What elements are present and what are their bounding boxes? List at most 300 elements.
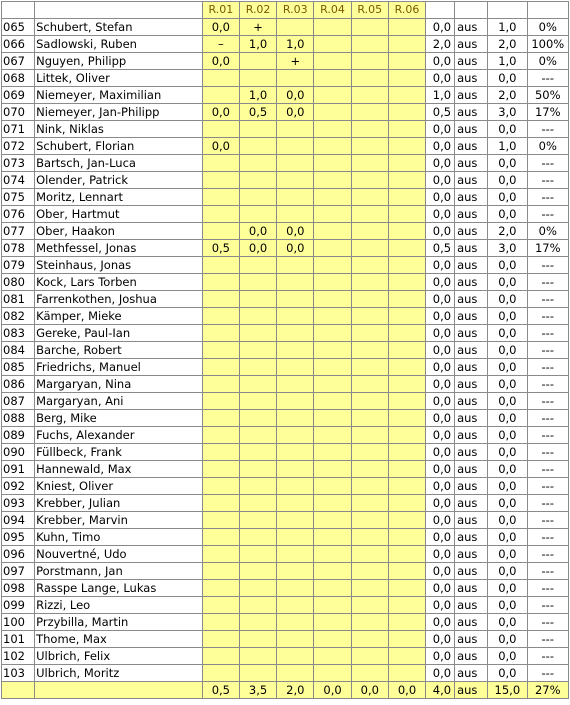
player-total: 0,0	[426, 155, 455, 172]
header-round-r05: R.05	[351, 2, 388, 19]
table-row	[2, 274, 569, 291]
player-status: aus	[455, 580, 488, 597]
round-score-cell	[239, 478, 276, 495]
player-total: 0,0	[426, 376, 455, 393]
round-score-cell: 0,0	[277, 223, 314, 240]
round-score-cell	[202, 206, 239, 223]
header-round-r01: R.01	[202, 2, 239, 19]
player-name: Niemeyer, Maximilian	[35, 87, 203, 104]
round-score-cell	[277, 138, 314, 155]
player-total: 0,0	[426, 291, 455, 308]
round-score-cell: 0,0	[239, 240, 276, 257]
player-percent: 0%	[527, 53, 568, 70]
player-percent: ---	[527, 444, 568, 461]
round-score-cell: 0,0	[277, 240, 314, 257]
player-number: 100	[2, 614, 35, 631]
player-points: 0,0	[488, 495, 527, 512]
round-score-cell	[351, 376, 388, 393]
player-percent: ---	[527, 580, 568, 597]
round-score-cell	[351, 206, 388, 223]
player-percent: ---	[527, 546, 568, 563]
player-percent: ---	[527, 257, 568, 274]
player-number: 074	[2, 172, 35, 189]
player-points: 0,0	[488, 291, 527, 308]
round-score-cell	[351, 359, 388, 376]
table-row	[2, 138, 569, 155]
round-score-cell	[202, 155, 239, 172]
player-points: 2,0	[488, 87, 527, 104]
table-row	[2, 512, 569, 529]
round-score-cell	[202, 70, 239, 87]
player-total: 0,0	[426, 172, 455, 189]
round-score-cell	[202, 359, 239, 376]
header-round-r04: R.04	[314, 2, 351, 19]
table-row	[2, 325, 569, 342]
player-points: 0,0	[488, 155, 527, 172]
player-name: Nguyen, Philipp	[35, 53, 203, 70]
round-score-cell	[388, 257, 425, 274]
round-score-cell	[202, 121, 239, 138]
player-number: 092	[2, 478, 35, 495]
player-status: aus	[455, 410, 488, 427]
table-row	[2, 342, 569, 359]
round-score-cell	[351, 155, 388, 172]
round-score-cell	[388, 325, 425, 342]
round-score-cell	[202, 597, 239, 614]
player-status: aus	[455, 393, 488, 410]
player-total: 0,0	[426, 274, 455, 291]
player-percent: 50%	[527, 87, 568, 104]
round-score-cell	[388, 665, 425, 682]
round-score-cell	[202, 342, 239, 359]
round-score-cell	[351, 631, 388, 648]
round-score-cell: –	[202, 36, 239, 53]
player-name: Littek, Oliver	[35, 70, 203, 87]
round-score-cell	[351, 563, 388, 580]
player-percent: ---	[527, 70, 568, 87]
round-score-cell	[388, 359, 425, 376]
round-score-cell	[202, 308, 239, 325]
round-score-cell	[277, 410, 314, 427]
round-score-cell	[239, 648, 276, 665]
player-name: Olender, Patrick	[35, 172, 203, 189]
table-row	[2, 240, 569, 257]
player-status: aus	[455, 444, 488, 461]
player-name: Kämper, Mieke	[35, 308, 203, 325]
totals-name-cell	[35, 682, 203, 699]
player-name: Niemeyer, Jan-Philipp	[35, 104, 203, 121]
player-points: 0,0	[488, 257, 527, 274]
round-score-cell	[314, 36, 351, 53]
round-score-cell	[351, 597, 388, 614]
player-number: 087	[2, 393, 35, 410]
player-total: 0,0	[426, 53, 455, 70]
player-percent: ---	[527, 155, 568, 172]
player-status: aus	[455, 257, 488, 274]
totals-total-cell: 4,0	[426, 682, 455, 699]
round-score-cell	[314, 410, 351, 427]
round-score-cell	[351, 308, 388, 325]
round-score-cell	[239, 138, 276, 155]
round-score-cell	[202, 546, 239, 563]
header-total-cell	[426, 2, 455, 19]
player-number: 088	[2, 410, 35, 427]
table-row	[2, 359, 569, 376]
round-score-cell	[239, 427, 276, 444]
player-name: Ober, Hartmut	[35, 206, 203, 223]
round-score-cell	[277, 376, 314, 393]
round-score-cell	[314, 444, 351, 461]
round-score-cell	[202, 87, 239, 104]
player-total: 0,0	[426, 70, 455, 87]
round-score-cell: 0,5	[202, 240, 239, 257]
player-name: Schubert, Florian	[35, 138, 203, 155]
player-status: aus	[455, 274, 488, 291]
round-score-cell	[351, 325, 388, 342]
player-status: aus	[455, 359, 488, 376]
player-points: 0,0	[488, 70, 527, 87]
table-row	[2, 393, 569, 410]
round-score-cell	[277, 308, 314, 325]
player-points: 0,0	[488, 563, 527, 580]
player-percent: ---	[527, 427, 568, 444]
round-score-cell	[314, 104, 351, 121]
table-row	[2, 155, 569, 172]
round-score-cell	[277, 70, 314, 87]
player-points: 0,0	[488, 665, 527, 682]
player-points: 0,0	[488, 648, 527, 665]
player-status: aus	[455, 648, 488, 665]
player-number: 084	[2, 342, 35, 359]
round-score-cell	[314, 342, 351, 359]
round-score-cell	[277, 614, 314, 631]
player-percent: 17%	[527, 240, 568, 257]
player-points: 0,0	[488, 529, 527, 546]
player-name: Sadlowski, Ruben	[35, 36, 203, 53]
player-total: 0,0	[426, 648, 455, 665]
table-row	[2, 461, 569, 478]
round-score-cell	[314, 563, 351, 580]
round-score-cell	[239, 529, 276, 546]
round-score-cell	[202, 512, 239, 529]
round-score-cell	[388, 206, 425, 223]
round-score-cell	[239, 53, 276, 70]
player-number: 072	[2, 138, 35, 155]
player-percent: ---	[527, 376, 568, 393]
round-score-cell	[314, 53, 351, 70]
round-score-cell	[351, 342, 388, 359]
player-points: 0,0	[488, 444, 527, 461]
table-row	[2, 121, 569, 138]
round-score-cell: 1,0	[239, 87, 276, 104]
round-score-cell	[277, 665, 314, 682]
player-percent: ---	[527, 206, 568, 223]
table-row	[2, 597, 569, 614]
player-status: aus	[455, 614, 488, 631]
player-number: 102	[2, 648, 35, 665]
round-score-cell	[314, 19, 351, 36]
player-total: 0,0	[426, 512, 455, 529]
round-score-cell	[388, 36, 425, 53]
round-score-cell	[314, 665, 351, 682]
player-status: aus	[455, 53, 488, 70]
header-points-cell	[488, 2, 527, 19]
player-percent: ---	[527, 512, 568, 529]
round-score-cell	[351, 36, 388, 53]
player-status: aus	[455, 597, 488, 614]
table-row	[2, 257, 569, 274]
round-score-cell	[314, 427, 351, 444]
round-score-cell	[314, 393, 351, 410]
player-name: Berg, Mike	[35, 410, 203, 427]
player-number: 080	[2, 274, 35, 291]
round-score-cell	[388, 104, 425, 121]
player-points: 0,0	[488, 580, 527, 597]
round-score-cell: 0,0	[202, 138, 239, 155]
player-total: 0,0	[426, 121, 455, 138]
player-percent: 0%	[527, 223, 568, 240]
table-row	[2, 546, 569, 563]
header-round-r06: R.06	[388, 2, 425, 19]
table-row	[2, 87, 569, 104]
round-score-cell	[314, 478, 351, 495]
round-score-cell	[239, 342, 276, 359]
player-total: 0,0	[426, 223, 455, 240]
player-number: 086	[2, 376, 35, 393]
table-row	[2, 53, 569, 70]
player-number: 070	[2, 104, 35, 121]
player-number: 073	[2, 155, 35, 172]
player-percent: 17%	[527, 104, 568, 121]
header-status-cell	[455, 2, 488, 19]
player-name: Füllbeck, Frank	[35, 444, 203, 461]
player-name: Hannewald, Max	[35, 461, 203, 478]
round-score-cell	[388, 444, 425, 461]
round-score-cell	[351, 87, 388, 104]
round-score-cell	[202, 172, 239, 189]
player-percent: ---	[527, 121, 568, 138]
round-score-cell	[351, 648, 388, 665]
totals-status-cell: aus	[455, 682, 488, 699]
round-score-cell	[239, 308, 276, 325]
round-score-cell	[277, 563, 314, 580]
player-number: 090	[2, 444, 35, 461]
player-total: 0,0	[426, 614, 455, 631]
round-score-cell	[277, 121, 314, 138]
round-score-cell	[202, 495, 239, 512]
totals-percent-cell: 27%	[527, 682, 568, 699]
round-score-cell: 0,5	[239, 104, 276, 121]
player-points: 0,0	[488, 614, 527, 631]
round-score-cell	[351, 580, 388, 597]
player-number: 097	[2, 563, 35, 580]
table-row	[2, 189, 569, 206]
player-name: Barche, Robert	[35, 342, 203, 359]
player-status: aus	[455, 87, 488, 104]
totals-round-cell: 2,0	[277, 682, 314, 699]
player-points: 0,0	[488, 512, 527, 529]
round-score-cell	[202, 529, 239, 546]
round-score-cell	[277, 529, 314, 546]
round-score-cell	[314, 631, 351, 648]
round-score-cell	[388, 121, 425, 138]
table-row	[2, 478, 569, 495]
player-points: 0,0	[488, 461, 527, 478]
round-score-cell	[277, 325, 314, 342]
round-score-cell	[314, 580, 351, 597]
player-number: 082	[2, 308, 35, 325]
round-score-cell	[202, 257, 239, 274]
round-score-cell	[351, 172, 388, 189]
round-score-cell	[202, 393, 239, 410]
round-score-cell	[388, 223, 425, 240]
round-score-cell	[351, 257, 388, 274]
round-score-cell	[277, 631, 314, 648]
player-number: 083	[2, 325, 35, 342]
round-score-cell	[388, 410, 425, 427]
player-number: 069	[2, 87, 35, 104]
player-name: Friedrichs, Manuel	[35, 359, 203, 376]
round-score-cell	[388, 155, 425, 172]
round-score-cell	[351, 138, 388, 155]
player-status: aus	[455, 376, 488, 393]
player-number: 095	[2, 529, 35, 546]
round-score-cell	[202, 580, 239, 597]
player-status: aus	[455, 665, 488, 682]
player-percent: ---	[527, 665, 568, 682]
player-points: 0,0	[488, 189, 527, 206]
round-score-cell	[351, 495, 388, 512]
player-points: 0,0	[488, 121, 527, 138]
table-row	[2, 410, 569, 427]
round-score-cell	[239, 359, 276, 376]
totals-row	[2, 682, 569, 699]
round-score-cell	[351, 512, 388, 529]
player-name: Schubert, Stefan	[35, 19, 203, 36]
player-total: 0,0	[426, 546, 455, 563]
round-score-cell	[239, 189, 276, 206]
results-body	[2, 19, 569, 682]
table-row	[2, 206, 569, 223]
player-name: Rizzi, Leo	[35, 597, 203, 614]
player-name: Methfessel, Jonas	[35, 240, 203, 257]
player-total: 0,0	[426, 19, 455, 36]
player-status: aus	[455, 478, 488, 495]
round-score-cell	[239, 172, 276, 189]
player-total: 0,0	[426, 495, 455, 512]
table-row	[2, 444, 569, 461]
round-score-cell	[314, 274, 351, 291]
player-total: 0,0	[426, 342, 455, 359]
player-number: 078	[2, 240, 35, 257]
round-score-cell	[239, 274, 276, 291]
totals-round-cell: 0,0	[314, 682, 351, 699]
player-status: aus	[455, 308, 488, 325]
round-score-cell	[314, 206, 351, 223]
round-score-cell	[388, 648, 425, 665]
player-name: Przybilla, Martin	[35, 614, 203, 631]
round-score-cell: 1,0	[239, 36, 276, 53]
player-number: 099	[2, 597, 35, 614]
player-total: 0,5	[426, 240, 455, 257]
round-score-cell	[351, 461, 388, 478]
round-score-cell	[314, 546, 351, 563]
round-score-cell	[388, 614, 425, 631]
player-status: aus	[455, 325, 488, 342]
round-score-cell	[351, 546, 388, 563]
table-row	[2, 665, 569, 682]
round-score-cell	[351, 104, 388, 121]
player-total: 0,0	[426, 444, 455, 461]
player-percent: ---	[527, 648, 568, 665]
round-score-cell	[277, 580, 314, 597]
round-score-cell	[314, 376, 351, 393]
round-score-cell	[277, 189, 314, 206]
player-percent: ---	[527, 342, 568, 359]
round-score-cell: 0,0	[202, 104, 239, 121]
player-name: Krebber, Julian	[35, 495, 203, 512]
player-number: 101	[2, 631, 35, 648]
player-points: 0,0	[488, 172, 527, 189]
round-score-cell	[351, 223, 388, 240]
round-score-cell	[202, 189, 239, 206]
player-number: 079	[2, 257, 35, 274]
round-score-cell: 0,0	[277, 87, 314, 104]
player-name: Bartsch, Jan-Luca	[35, 155, 203, 172]
round-score-cell	[202, 274, 239, 291]
player-percent: ---	[527, 614, 568, 631]
round-score-cell	[277, 257, 314, 274]
player-name: Gereke, Paul-Ian	[35, 325, 203, 342]
player-name: Krebber, Marvin	[35, 512, 203, 529]
round-score-cell	[351, 189, 388, 206]
round-score-cell	[239, 70, 276, 87]
round-score-cell	[314, 614, 351, 631]
player-points: 1,0	[488, 19, 527, 36]
round-score-cell	[314, 308, 351, 325]
player-points: 0,0	[488, 342, 527, 359]
table-row	[2, 529, 569, 546]
round-score-cell	[277, 495, 314, 512]
round-score-cell	[351, 614, 388, 631]
player-number: 075	[2, 189, 35, 206]
round-score-cell	[239, 206, 276, 223]
round-score-cell	[239, 291, 276, 308]
table-row	[2, 376, 569, 393]
round-score-cell	[314, 291, 351, 308]
player-number: 066	[2, 36, 35, 53]
round-score-cell	[388, 19, 425, 36]
round-score-cell	[239, 580, 276, 597]
round-score-cell	[277, 444, 314, 461]
round-score-cell	[277, 512, 314, 529]
round-score-cell	[239, 410, 276, 427]
player-points: 0,0	[488, 206, 527, 223]
round-score-cell	[314, 325, 351, 342]
player-number: 068	[2, 70, 35, 87]
round-score-cell	[239, 461, 276, 478]
table-row	[2, 631, 569, 648]
round-score-cell	[388, 478, 425, 495]
player-number: 091	[2, 461, 35, 478]
player-total: 0,5	[426, 104, 455, 121]
header-percent-cell	[527, 2, 568, 19]
player-total: 0,0	[426, 427, 455, 444]
round-score-cell: 0,0	[202, 53, 239, 70]
round-score-cell	[314, 138, 351, 155]
round-score-cell	[239, 631, 276, 648]
player-total: 0,0	[426, 461, 455, 478]
